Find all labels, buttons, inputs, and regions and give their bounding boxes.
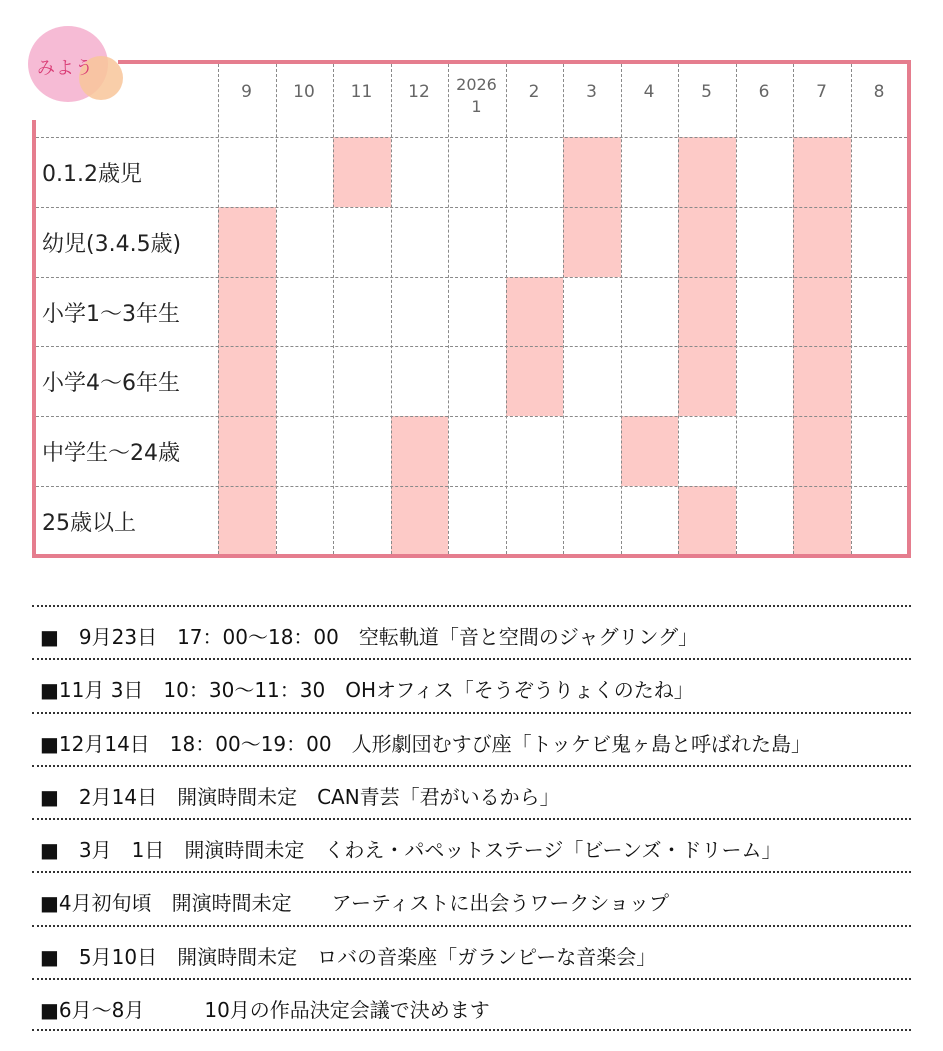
month-header: 9 bbox=[241, 82, 252, 102]
highlight-cell bbox=[218, 416, 276, 486]
event-text: ■ 3月 1日 開演時間未定 くわえ・パペットステージ「ビーンズ・ドリーム」 bbox=[40, 838, 782, 863]
event-text: ■ 9月23日 17：00～18：00 空転軌道「音と空間のジャグリング」 bbox=[40, 625, 699, 649]
age-group-label: 小学4～6年生 bbox=[42, 371, 180, 397]
month-header: 10 bbox=[293, 82, 315, 102]
event-row bbox=[32, 978, 911, 1031]
highlight-cell bbox=[678, 137, 736, 207]
age-group-label: 25歳以上 bbox=[42, 511, 136, 536]
event-list bbox=[32, 605, 911, 1031]
month-header: 5 bbox=[701, 82, 712, 102]
event-text: ■6月～8月 10月の作品決定会議で決めます bbox=[40, 998, 490, 1023]
badge-label: みよう bbox=[37, 58, 94, 79]
highlight-cell bbox=[793, 416, 851, 486]
row-divider bbox=[36, 346, 907, 347]
highlight-cell bbox=[218, 207, 276, 277]
event-text: ■ 2月14日 開演時間未定 CAN青芸「君がいるから」 bbox=[40, 784, 560, 809]
highlight-cell bbox=[678, 346, 736, 416]
highlight-cell bbox=[563, 207, 621, 277]
highlight-cell bbox=[793, 207, 851, 277]
event-row bbox=[32, 818, 911, 871]
highlight-cell bbox=[218, 277, 276, 347]
row-divider bbox=[36, 486, 907, 487]
row-divider bbox=[36, 277, 907, 278]
age-group-label: 幼児(3.4.5歳) bbox=[42, 231, 182, 257]
highlight-cell bbox=[506, 346, 564, 416]
grid-border-left bbox=[32, 120, 36, 558]
month-header: 7 bbox=[816, 82, 827, 102]
highlight-cell bbox=[506, 277, 564, 347]
month-header: 8 bbox=[873, 82, 885, 102]
event-row bbox=[32, 712, 911, 765]
highlight-cell bbox=[678, 207, 736, 277]
month-header: 12 bbox=[408, 82, 430, 102]
highlight-cell bbox=[391, 486, 449, 556]
age-group-label: 小学1～3年生 bbox=[42, 301, 180, 327]
age-group-label: 0.1.2歳児 bbox=[42, 162, 142, 187]
highlight-cell bbox=[218, 346, 276, 416]
event-text: ■ 5月10日 開演時間未定 ロバの音楽座「ガランピーな音楽会」 bbox=[40, 944, 657, 969]
highlight-cell bbox=[678, 277, 736, 347]
age-group-label: 中学生～24歳 bbox=[42, 441, 180, 467]
highlight-cell bbox=[563, 137, 621, 207]
month-header: 2026 1 bbox=[456, 75, 497, 116]
schedule-grid bbox=[32, 60, 911, 558]
row-divider bbox=[36, 137, 907, 138]
month-header: 3 bbox=[586, 82, 597, 102]
event-row bbox=[32, 765, 911, 818]
event-row bbox=[32, 871, 911, 924]
event-text: ■11月 3日 10：30～11：30 OHオフィス「そうぞうりょくのたね」 bbox=[40, 678, 694, 703]
highlight-cell bbox=[793, 277, 851, 347]
event-row bbox=[32, 925, 911, 978]
highlight-cell bbox=[678, 486, 736, 556]
month-header: 4 bbox=[643, 82, 655, 102]
highlight-cell bbox=[793, 346, 851, 416]
grid-border-top bbox=[118, 60, 911, 64]
schedule-grid-body bbox=[32, 60, 911, 558]
event-row bbox=[32, 658, 911, 711]
highlight-cell bbox=[793, 486, 851, 556]
row-divider bbox=[36, 416, 907, 417]
highlight-cell bbox=[218, 486, 276, 556]
highlight-cell bbox=[793, 137, 851, 207]
event-row bbox=[32, 605, 911, 658]
highlight-cell bbox=[391, 416, 449, 486]
month-header: 2 bbox=[528, 82, 540, 102]
highlight-cell bbox=[621, 416, 679, 486]
grid-border-bottom bbox=[32, 554, 911, 558]
month-header: 11 bbox=[350, 82, 373, 102]
month-header: 6 bbox=[758, 82, 770, 102]
row-divider bbox=[36, 207, 907, 208]
grid-border-right bbox=[907, 60, 911, 558]
event-text: ■12月14日 18：00～19：00 人形劇団むすび座「トッケビ鬼ヶ島と呼ばれた島」 bbox=[40, 731, 811, 756]
highlight-cell bbox=[333, 137, 391, 207]
event-text: ■4月初旬頃 開演時間未定 アーティストに出会うワークショップ bbox=[40, 891, 670, 916]
